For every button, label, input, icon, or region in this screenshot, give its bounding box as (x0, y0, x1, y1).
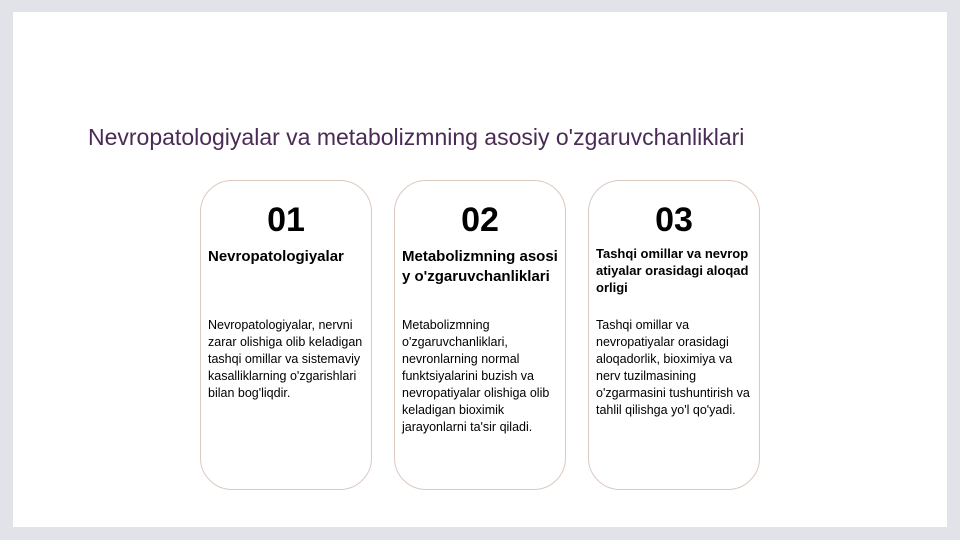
slide-title: Nevropatologiyalar va metabolizmning asosiy o'zgaruvchanliklari (88, 124, 745, 150)
card-title: Metabolizmning asosiy o'zgaruvchanliklari (402, 248, 558, 285)
card-number: 01 (267, 201, 305, 239)
card-number: 03 (655, 201, 693, 239)
card-number: 02 (461, 201, 499, 239)
card-1 (200, 180, 372, 490)
card-description: Tashqi omillar va nevropatiyalar orasidagi aloqadorlik, bioximiya va nerv tuzilmasining o'zgarmasini tushuntirish va tahlil qilishga yo'l qo'yadi. (596, 318, 750, 417)
card-description: Metabolizmning o'zgaruvchanliklari, nevronlarning normal funktsiyalarini buzish va nevropatiyalar olishiga olib keladigan bioximik jarayonlarni ta'sir qiladi. (402, 318, 550, 434)
card-3 (588, 180, 760, 490)
slide (13, 12, 947, 527)
card-description: Nevropatologiyalar, nervni zarar olishiga olib keladigan tashqi omillar va sistemaviy kasalliklarning o'zgarishlari bilan bog'liqdir. (208, 318, 363, 400)
card-title: Nevropatologiyalar (208, 248, 344, 265)
card-2 (394, 180, 566, 490)
card-title: Tashqi omillar va nevropatiyalar orasidagi aloqadorligi (596, 246, 749, 295)
